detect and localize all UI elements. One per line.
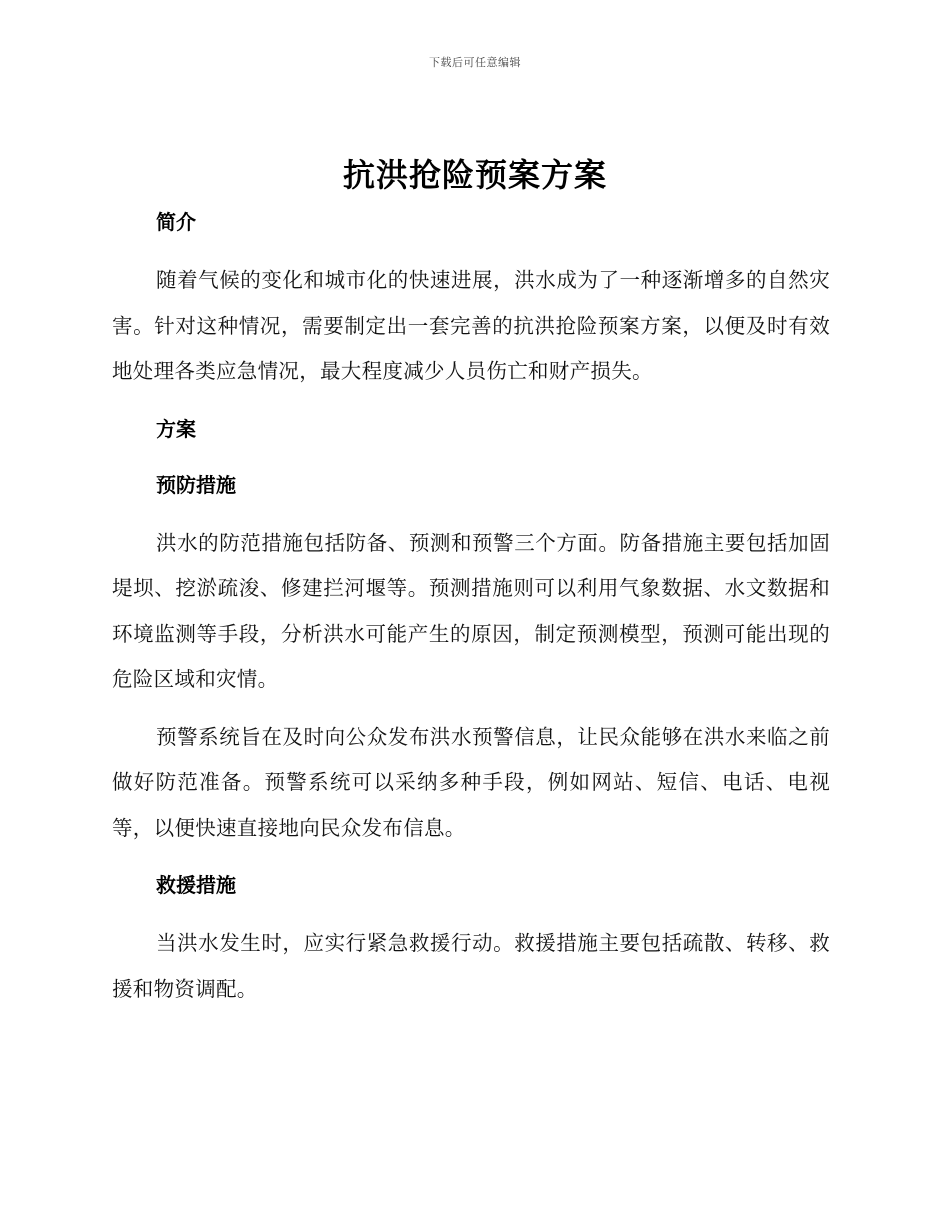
section-heading-prevention: 预防措施 — [156, 472, 236, 497]
section-heading-intro: 简介 — [156, 210, 196, 234]
document-title: 抗洪抢险预案方案 — [342, 156, 607, 194]
section-heading-rescue: 救援措施 — [156, 873, 236, 897]
document-body — [112, 200, 830, 1012]
paragraph-prevention-2: 预警系统旨在及时向公众发布洪水预警信息，让民众能够在洪水来临之前做好防范准备。预警系统可以采纳多种手段，例如网站、短信、电话、电视等，以便快速直接地向民众发布信息。 — [112, 724, 830, 840]
paragraph-rescue: 当洪水发生时，应实行紧急救援行动。救援措施主要包括疏散、转移、救援和物资调配。 — [112, 931, 830, 1001]
section-heading-plan: 方案 — [156, 416, 196, 441]
paragraph-intro: 随着气候的变化和城市化的快速进展，洪水成为了一种逐渐增多的自然灾害。针对这种情况，需要制定出一套完善的抗洪抢险预案方案，以便及时有效地处理各类应急情况，最大程度减少人员伤亡和财产损失。 — [112, 268, 830, 383]
page-header-note: 下载后可任意编辑 — [429, 56, 521, 69]
paragraph-prevention-1: 洪水的防范措施包括防备、预测和预警三个方面。防备措施主要包括加固堤坝、挖淤疏浚、修建拦河堰等。预测措施则可以利用气象数据、水文数据和环境监测等手段，分析洪水可能产生的原因，制定预测模型，预测可能出现的危险区域和灾情。 — [112, 530, 830, 691]
